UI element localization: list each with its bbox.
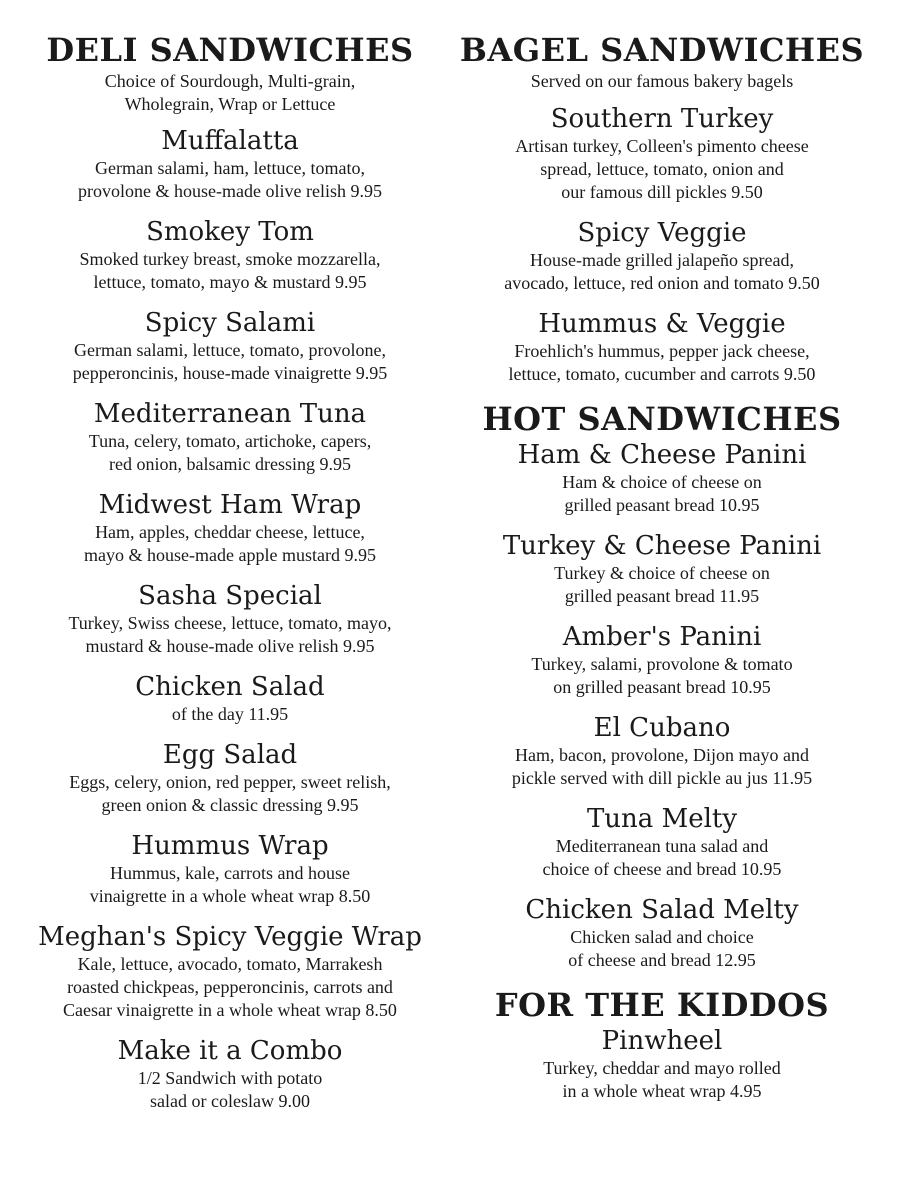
menu-item-hummus-veggie	[442, 308, 882, 386]
menu-item-ambers-panini	[442, 621, 882, 699]
deli-column	[10, 30, 450, 1126]
item-description: Smoked turkey breast, smoke mozzarella, lettuce, tomato, mayo & mustard 9.95	[79, 249, 381, 292]
item-name: Smokey Tom	[146, 217, 314, 247]
item-name: Chicken Salad	[135, 672, 325, 702]
menu-item-turkey-cheese-panini	[442, 530, 882, 608]
menu-item-meghans-spicy-veggie-wrap	[10, 921, 450, 1022]
item-name: Midwest Ham Wrap	[98, 490, 362, 520]
item-name: Spicy Salami	[144, 308, 316, 338]
item-name: Southern Turkey	[550, 103, 774, 134]
menu-item-southern-turkey	[442, 103, 882, 204]
item-name: Chicken Salad Melty	[525, 894, 799, 925]
menu-item-pinwheel	[442, 1025, 882, 1103]
menu-item-hummus-wrap	[10, 830, 450, 908]
deli-section-subtitle: Choice of Sourdough, Multi-grain, Wholegrain, Wrap or Lettuce	[104, 71, 356, 114]
item-description: Ham, apples, cheddar cheese, lettuce, mayo & house-made apple mustard 9.95	[84, 522, 376, 565]
item-name: Make it a Combo	[117, 1036, 343, 1066]
item-description: Eggs, celery, onion, red pepper, sweet relish, green onion & classic dressing 9.95	[69, 772, 391, 815]
item-description: of the day 11.95	[171, 704, 289, 724]
item-name: Pinwheel	[601, 1025, 723, 1056]
item-description: Hummus, kale, carrots and house vinaigrette in a whole wheat wrap 8.50	[89, 863, 371, 906]
menu-item-sasha-special	[10, 580, 450, 658]
item-description: House-made grilled jalapeño spread, avocado, lettuce, red onion and tomato 9.50	[504, 249, 820, 293]
menu-item-el-cubano	[442, 712, 882, 790]
item-name: Muffalatta	[161, 126, 299, 156]
menu-item-midwest-ham-wrap	[10, 489, 450, 567]
item-description: 1/2 Sandwich with potato salad or coleslaw 9.00	[137, 1068, 323, 1111]
item-description: Turkey, Swiss cheese, lettuce, tomato, mayo, mustard & house-made olive relish 9.95	[68, 613, 392, 656]
item-name: Meghan's Spicy Veggie Wrap	[38, 922, 422, 952]
item-name: Turkey & Cheese Panini	[502, 530, 822, 561]
menu-item-tuna-melty	[442, 803, 882, 881]
item-description: Ham & choice of cheese on grilled peasant bread 10.95	[562, 471, 762, 515]
item-description: Turkey, cheddar and mayo rolled in a whole wheat wrap 4.95	[543, 1057, 781, 1101]
item-description: Turkey, salami, provolone & tomato on grilled peasant bread 10.95	[531, 653, 793, 697]
menu-item-spicy-salami	[10, 307, 450, 385]
item-description: Tuna, celery, tomato, artichoke, capers, red onion, balsamic dressing 9.95	[88, 431, 372, 474]
item-name: Spicy Veggie	[577, 217, 747, 248]
deli-section-title: DELI SANDWICHES	[46, 31, 414, 69]
menu-item-make-it-a-combo	[10, 1035, 450, 1113]
menu-item-muffalatta	[10, 125, 450, 203]
item-name: Egg Salad	[162, 740, 298, 770]
item-description: Chicken salad and choice of cheese and bread 12.95	[568, 926, 756, 970]
item-name: Hummus Wrap	[131, 831, 329, 861]
item-description: Froehlich's hummus, pepper jack cheese, lettuce, tomato, cucumber and carrots 9.50	[508, 340, 816, 384]
item-description: Ham, bacon, provolone, Dijon mayo and pickle served with dill pickle au jus 11.95	[511, 744, 813, 788]
item-description: German salami, lettuce, tomato, provolone, pepperoncinis, house-made vinaigrette 9.95	[72, 340, 388, 383]
bagel-section-title: BAGEL SANDWICHES	[459, 31, 865, 69]
menu-item-chicken-salad	[10, 671, 450, 726]
item-name: Sasha Special	[138, 581, 322, 611]
kids-section-title: FOR THE KIDDOS	[494, 985, 830, 1024]
item-name: El Cubano	[593, 712, 731, 743]
menu-item-smokey-tom	[10, 216, 450, 294]
item-name: Tuna Melty	[586, 803, 738, 834]
item-name: Mediterranean Tuna	[93, 399, 367, 429]
item-name: Ham & Cheese Panini	[517, 439, 807, 470]
menu-item-mediterranean-tuna	[10, 398, 450, 476]
item-name: Hummus & Veggie	[538, 308, 786, 339]
menu-item-ham-cheese-panini	[442, 439, 882, 517]
menu-item-chicken-salad-melty	[442, 894, 882, 972]
hot-section-title: HOT SANDWICHES	[482, 399, 842, 438]
menu-item-egg-salad	[10, 739, 450, 817]
item-description: Kale, lettuce, avocado, tomato, Marrakesh roasted chickpeas, pepperoncinis, carrots and Caesar vinaigrette in a whole wheat wrap 8.50	[63, 954, 397, 1020]
menu-item-spicy-veggie	[442, 217, 882, 295]
right-column	[442, 30, 882, 1116]
bagel-section-subtitle: Served on our famous bakery bagels	[530, 71, 794, 91]
item-description: Mediterranean tuna salad and choice of cheese and bread 10.95	[542, 835, 782, 879]
item-name: Amber's Panini	[562, 621, 762, 652]
item-description: Turkey & choice of cheese on grilled peasant bread 11.95	[554, 562, 770, 606]
item-description: Artisan turkey, Colleen's pimento cheese spread, lettuce, tomato, onion and our famous dill pickles 9.50	[515, 135, 809, 202]
item-description: German salami, ham, lettuce, tomato, provolone & house-made olive relish 9.95	[78, 158, 382, 201]
